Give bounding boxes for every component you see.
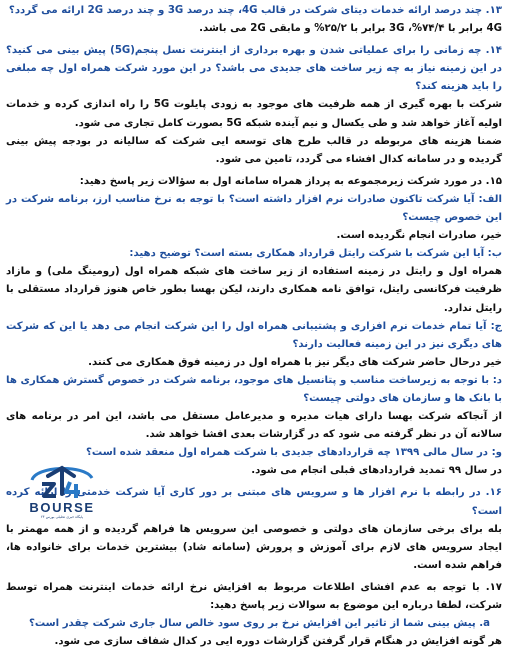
answer-text: خیر درحال حاضر شرکت های دیگر نیز با همراه اول در زمینه فوق همکاری می کنند. [88, 356, 502, 368]
answer-text: ۱۵. در مورد شرکت زیرمجموعه به پرداز همراه سامانه اول به سؤالات زیر پاسخ دهید: [79, 175, 502, 187]
answer-text: خیر، صادرات انجام نگردیده است. [336, 230, 502, 242]
logo-brand-text: BOURSE [29, 500, 95, 515]
answer-text: شرکت با بهره گیری از همه ظرفیت های موجود به زودی پایلوت 5G را راه اندازی کرده و خدمات اولیه آغاز خواهد شد و طی یکسال و نیم آینده شبکه 5G بصورت کامل تجاری می شود. [6, 99, 503, 129]
question-text: و: در سال مالی ۱۳۹۹ چه قراردادهای جدیدی با شرکت همراه اول منعقد شده است؟ [86, 447, 502, 459]
answer-text: ضمنا هزینه های مربوطه در قالب طرح های توسعه ایی شرکت که سالیانه در بودجه پیش بینی گردیده و در سامانه کدال افشاء می گردد، تامین می شود. [6, 135, 502, 165]
answer-text: هر گونه افزایش در هنگام قرار گرفتن گزارشات دوره ایی در کدال شفاف سازی می شود. [54, 636, 502, 648]
answer-text: از آنجاکه شرکت بهسا دارای هیات مدیره و مدیرعامل مستقل می باشد، این امر در برنامه های سالانه آن در نظر گرفته می شود که در گزارشات بعدی افشا خواهد شد. [6, 411, 502, 441]
answer-text: در سال ۹۹ تمدید قراردادهای قبلی انجام می شود. [251, 465, 502, 477]
logo-tagline: پایگاه خبری تحلیلی بورس ۲۴ [40, 515, 84, 519]
answer-text: 4G برابر با ۷۴/۴%، 3G برابر با ۲۵/۲% و مابقی 2G می باشد. [199, 23, 502, 35]
answer-text: بله برای برخی سازمان های دولتی و خصوصی این سرویس ها فراهم گردیده و از همه مهمتر با ایجاد سرویس های لازم برای آموزش و پرورش (سامانه شاد) بیشترین خدمات برای خانواده ها، فراهم شده است. [6, 523, 502, 571]
bourse24-logo [14, 460, 110, 522]
question-text: ۱۴. چه زمانی را برای عملیاتی شدن و بهره برداری از اینترنت نسل پنجم(5G) پیش بینی می کنید؟ در این زمینه نیاز به چه زیر ساخت های جدیدی می باشد؟ در این مورد شرکت همراه اول چه مبلغی را باید هزینه کند؟ [6, 45, 502, 93]
answer-text: ۱۷. با توجه به عدم افشای اطلاعات مربوط به افزایش نرخ ارائه خدمات اینترنت همراه توسط شرکت، لطفا درباره این موضوع به سوالات زیر پاسخ دهید: [6, 581, 502, 611]
question-text: ۱۶. در رابطه با نرم افزار ها و سرویس های مبتنی بر دور کاری آیا شرکت خدمتی را ارائه کرده است؟ [6, 487, 502, 517]
answer-text: همراه اول و رایتل در زمینه استفاده از زیر ساخت های شبکه همراه اول (رومینگ ملی) و مازاد ظرفیت فرکانسی رایتل، توافق نامه همکاری دارند، لیکن بهسا بطور خاص هنوز قرارداد مستقلی با رایتل ندارد. [6, 266, 502, 314]
logo-emblem-icon [14, 460, 110, 502]
question-text: الف: آیا شرکت تاکنون صادرات نرم افزار داشته است؟ با توجه به نرخ مناسب ارز، برنامه شرکت در این خصوص چیست؟ [6, 193, 502, 224]
question-text: ج: آیا تمام خدمات نرم افزاری و پشتیبانی همراه اول را این شرکت انجام می دهد یا این که شرکت های دیگری نیز در این زمینه فعالیت دارند؟ [6, 320, 502, 350]
document-body [6, 2, 502, 651]
question-text: ب: آیا این شرکت با شرکت رایتل قرارداد همکاری بسته است؟ توضیح دهید: [129, 248, 502, 260]
question-text: ۱۳. چند درصد ارائه خدمات دیتای شرکت در قالب 4G، چند درصد 3G و چند درصد 2G ارائه می گردد؟ [8, 5, 502, 16]
question-text: د: با توجه به زیرساخت مناسب و پتانسیل های موجود، برنامه شرکت در خصوص گسترش همکاری ها با بانک ها و سازمان های دولتی چیست؟ [6, 374, 502, 404]
question-text: a. پیش بینی شما از تاثیر این افزایش نرخ بر روی سود خالص سال جاری شرکت چقدر است؟ [28, 618, 490, 630]
